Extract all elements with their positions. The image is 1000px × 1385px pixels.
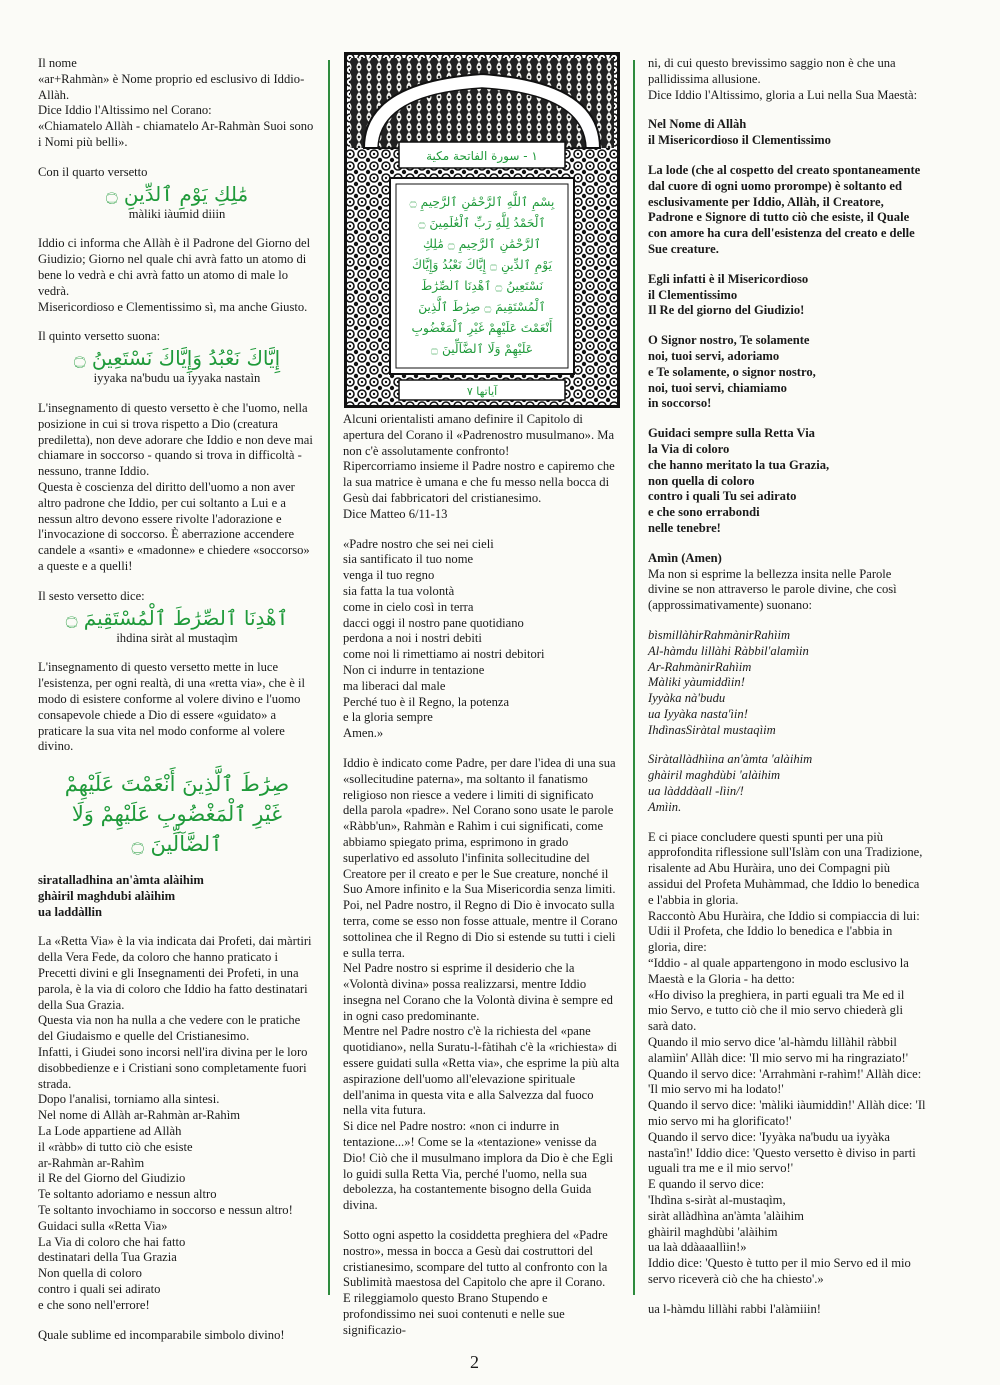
paragraph: Sotto ogni aspetto la cosiddetta preghiera del «Padre nostro», messa in bocca a Gesù dai costruttori del cristianesimo, scompare del tutto al confronto con la Sublimità maestosa del Capitolo che apre il Corano. E rileggiamolo questo Brano Stupendo e profondissimo nei suoi contenuti e nelle sue significazio- bbox=[343, 1228, 608, 1337]
manuscript-line: عَلَيْهِمْ وَلَا ٱلضَّآلِّينَ ۝ bbox=[430, 342, 534, 356]
arabic-verse-5: إِيَّاكَ نَعْبُدُ وَإِيَّاكَ نَسْتَعِينُ ۝ bbox=[73, 346, 281, 371]
transliteration: iyyaka na'budu ua iyyaka nastaìn bbox=[93, 371, 261, 386]
paragraph: E ci piace concludere questi spunti per una più approfondita riflessione sull'Islàm con una Tradizione, risalente ad Abu Huràira, uno dei Compagni più assidui del Profeta Muhàmmad, che Iddio lo benedica e l'abbia in gloria. Raccontò Abu Huràira, che Iddio si compiaccia di lui: Udii il Profeta, che Iddio lo benedica e l'abbia in gloria, dire: “Iddio - al quale appartengono in modo esclusivo la Maestà e la Gloria - ha detto: «Ho diviso la preghiera, in parti eguali tra Me ed il mio Servo, e tutto ciò che il mio servo chiederà gli sarà dato. Quando il mio servo dice 'al-hàmdu lillàhil ràbbil alamìin' Allàh dice: 'Il mio servo mi ha ringraziato!' Quando il servo dice: 'Arrahmàni r-rahìm!' Allàh dice: 'Il mio servo mi ha lodato!' Quando il servo dice: 'màliki iàumiddìn!' Allàh dice: 'Il mio servo mi ha glorificato!' Quando il servo dice: 'Iyyàka na'budu ua iyyàka nasta'ìn!' Iddio dice: 'Questo versetto è diviso in parti uguali tra me e il mio servo!' E quando il servo dice: 'Ihdìna s-siràt al-mustaqìm, siràt allàdhìna an'àmta 'alàihim ghàiril maghdùbi 'alàihim ua laà ddàaaallìin!» Iddio dice: 'Questo è tutto per il mio Servo ed il mio servo riceverà ciò che ha chiesto'.» bbox=[648, 829, 926, 1286]
bold-verse: Nel Nome di Allàh il Misericordioso il Clementissimo bbox=[648, 117, 831, 148]
bold-verse: Egli infatti è il Misericordioso il Clementissimo Il Re del giorno del Giudizio! bbox=[648, 271, 809, 318]
column-2 bbox=[343, 52, 621, 1353]
paragraph: ni, di cui questo brevissimo saggio non è che una pallidissima allusione. Dice Iddio l'Altissimo, gloria a Lui nella Sua Maestà: bbox=[648, 56, 918, 102]
manuscript-header: ١ - سورة الفاتحة مكية bbox=[426, 149, 538, 163]
paragraph: Ma non si esprime la bellezza insita nelle Parole divine se non attraverso le parole divine, che così (approssimativamente) suonano: bbox=[648, 566, 897, 613]
arabic-verse-7-line-1: صِرَٰطَ ٱلَّذِينَ أَنْعَمْتَ عَلَيْهِمْ bbox=[64, 772, 290, 797]
verse-intro: Il sesto versetto dice: bbox=[38, 588, 145, 603]
manuscript-line: ٱلرَّحْمَٰنِ ٱلرَّحِيمِ ۝ مَٰلِكِ bbox=[423, 237, 541, 251]
paragraph: L'insegnamento di questo versetto mette in luce l'esistenza, per ogni realtà, di una «retta via», che è il modo di esistere conforme al volere divino e l'uomo consapevole chiede a Dio di essere «guidato» a praticare la sua vita nel modo conforme al volere divino. bbox=[38, 660, 305, 754]
manuscript-line: ٱلْحَمْدُ لِلَّهِ رَبِّ ٱلْعَٰلَمِينَ ۝ bbox=[418, 216, 546, 230]
column-divider bbox=[633, 60, 635, 1295]
paragraph: Il nome «ar+Rahmàn» è Nome proprio ed esclusivo di Iddio-Allàh. Dice Iddio l'Altissimo nel Corano: «Chiamatelo Allàh - chiamatelo Ar-Rahmàn Suoi sono i Nomi più belli». bbox=[38, 56, 314, 149]
lords-prayer: «Padre nostro che sei nei cieli sia santificato il tuo nome venga il tuo regno sia fatta la tua volontà come in cielo così in terra dacci oggi il nostro pane quotidiano perdona a noi i nostri debiti come noi li rimettiamo ai nostri debitori Non ci indurre in tentazione ma liberaci dal male Perché tuo è il Regno, la potenza e la gloria sempre Amen.» bbox=[343, 536, 545, 741]
column-1 bbox=[38, 56, 316, 1357]
verse-intro: Il quinto versetto suona: bbox=[38, 329, 161, 344]
paragraph: Quale sublime ed incomparabile simbolo divino! bbox=[38, 1327, 285, 1342]
italic-transliteration: Siràtallàdhìina an'àmta 'alàihim ghàiril maghdùbi 'alàihim ua làdddàall -lìin/! Amìin. bbox=[648, 752, 813, 814]
italic-transliteration: bìsmillàhirRahmànirRahìim Al-hàmdu lillàhi Ràbbil'alamìin Ar-RahmànirRahìim Màliki yàumiddìin! Iyyàka nà'budu ua Iyyàka nasta'ìin! IhdìnasSiràtal mustaqìim bbox=[648, 627, 809, 737]
paragraph: ua l-hàmdu lillàhi rabbi l'alàmiiin! bbox=[648, 1301, 821, 1316]
page-number: 2 bbox=[470, 1352, 479, 1372]
verse-intro: Con il quarto versetto bbox=[38, 164, 148, 179]
column-divider bbox=[328, 60, 330, 1295]
quran-manuscript-image bbox=[344, 52, 620, 408]
column-3 bbox=[648, 56, 926, 1332]
bold-verse: O Signor nostro, Te solamente noi, tuoi servi, adoriamo e Te solamente, o signor nostro, noi, tuoi servi, chiamiamo in soccorso! bbox=[648, 333, 816, 411]
manuscript-line: بِسْمِ ٱللَّهِ ٱلرَّحْمَٰنِ ٱلرَّحِيمِ ۝ bbox=[409, 195, 555, 209]
paragraph: Iddio ci informa che Allàh è il Padrone del Giorno del Giudizio; Giorno nel quale chi avrà fatto un atomo di bene lo vedrà e chi avrà fatto un atomo di male lo vedrà. Misericordioso e Clementissimo sì, ma anche Giusto. bbox=[38, 236, 311, 314]
arabic-verse-6: ٱهْدِنَا ٱلصِّرَٰطَ ٱلْمُسْتَقِيمَ ۝ bbox=[65, 605, 289, 630]
paragraph: L'insegnamento di questo versetto è che l'uomo, nella posizione in cui si trova rispetto a Dio (creatura prediletta), non deve adorare che Iddio e non deve mai chiamare in soccorso - quando si trova in difficoltà - nessuno, tranne Iddio. Questa è coscienza del diritto dell'uomo a non aver altro padrone che Iddio, per cui soltanto a Lui e a nessun altro devono essere rivolte l'adorazione e l'invocazione di soccorso. È aberrazione accendere candele a «santi» e «madonne» e chiedere «soccorso» a queste e a quelli! bbox=[38, 400, 313, 573]
transliteration-bold: siratalladhina an'àmta alàihim ghàiril maghdubi alàihim ua laddàllin bbox=[38, 873, 204, 919]
manuscript-line: نَسْتَعِينُ ۝ ٱهْدِنَا ٱلصِّرَٰطَ bbox=[420, 279, 544, 293]
arabic-verse-7-line-2: غَيْرِ ٱلْمَغْضُوبِ عَلَيْهِمْ وَلَا ٱلضَّآلِّينَ ۝ bbox=[71, 802, 283, 857]
amin-heading: Amìn (Amen) bbox=[648, 550, 722, 565]
manuscript-line: أَنْعَمْتَ عَلَيْهِمْ غَيْرِ ٱلْمَغْضُوبِ bbox=[411, 321, 553, 335]
manuscript-line: يَوْمِ ٱلدِّينِ ۝ إِيَّاكَ نَعْبُدُ وَإِيَّاكَ bbox=[412, 258, 552, 272]
transliteration: màliki iàumid diiin bbox=[128, 206, 226, 221]
paragraph: Alcuni orientalisti amano definire il Capitolo di apertura del Corano il «Padrenostro musulmano». Ma non c'è assolutamente confronto! Ripercorriamo insieme il Padre nostro e capiremo che la sua matrice è umana e che fu messo nella bocca di Gesù dai fabbricatori del cristianesimo. Dice Matteo 6/11-13 bbox=[343, 412, 615, 521]
manuscript-line: ٱلْمُسْتَقِيمَ ۝ صِرَٰطَ ٱلَّذِينَ bbox=[418, 300, 546, 314]
arabic-verse-4: مَٰلِكِ يَوْمِ ٱلدِّينِ ۝ bbox=[105, 181, 249, 206]
bold-verse: La lode (che al cospetto del creato spontaneamente dal cuore di ogni uomo prorompe) è soltanto ed esclusivamente per Iddio, Allàh, il Creatore, Padrone e Signore di tutto ciò che esiste, il Quale con amore ha cura dell'esistenza del creato e delle Sue creature. bbox=[648, 162, 921, 256]
paragraph: Iddio è indicato come Padre, per dare l'idea di una sua «sollecitudine paterna», ma soltanto il fanatismo religioso non riesce a vedere i limiti di significato della parola «padre». Nel Corano sono usate le parole «Ràbb'un», Rahmàn e Rahìm i cui significati, come abbiamo spiegato prima, esprimono in grado superlativo ed assoluto l'infinita sollecitudine del Creatore per il creato e per le Sue creature, nonché il Suo Amore infinito e la Sua Misericordia senza limiti. Poi, nel Padre nostro, il Regno di Dio è invocato sulla terra, come se esso non fosse attuale, mentre il Corano sottolinea che il Regno di Dio si estende su tutti i cieli e sulla terra. Nel Padre nostro si esprime il desiderio che la «Volontà divina» possa realizzarsi, mentre Iddio insegna nel Corano che la Volontà divina è sempre ed in ogni caso predominante. Mentre nel Padre nostro c'è la richiesta del «pane quotidiano», nella Suratu-l-fàtihah c'è la «richiesta» di essere guidati sulla «Retta via», che esprime la più alta aspirazione dell'uomo all'elevazione spirituale dell'anima in questa vita e alla Salvezza dal fuoco nella vita futura. Si dice nel Padre nostro: «non ci indurre in tentazione...»! Come se la «tentazione» venisse da Dio! Ciò che il musulmano implora da Dio è che Egli lo guidi sulla Retta Via, perché l'uomo, nella sua debolezza, ha costantemente bisogno della Guida divina. bbox=[343, 755, 620, 1213]
paragraph: La «Retta Via» è la via indicata dai Profeti, dai màrtiri della Vera Fede, da coloro che hanno praticato i Precetti divini e gli Insegnamenti dei Profeti, in una parola, è la via di coloro che Iddio ha fatto destinatari della Sua Grazia. Questa via non ha nulla a che vedere con le pratiche del Giudaismo e quelle del Cristianesimo. Infatti, i Giudei sono incorsi nell'ira divina per le loro disobbedienze e i Cristiani sono completamente fuori strada. Dopo l'analisi, torniamo alla sintesi. Nel nome di Allàh ar-Rahmàn ar-Rahìm La Lode appartiene ad Allàh il «ràbb» di tutto ciò che esiste ar-Rahmàn ar-Rahìm il Re del Giorno del Giudizio Te soltanto adoriamo e nessun altro Te soltanto invochiamo in soccorso e nessun altro! Guidaci sulla «Retta Via» La Via di coloro che hai fatto destinatari della Tua Grazia Non quella di coloro contro i quali sei adirato e che sono nell'errore! bbox=[38, 934, 312, 1312]
transliteration: ihdina siràt al mustaqìm bbox=[116, 630, 238, 645]
bold-verse: Guidaci sempre sulla Retta Via la Via di coloro che hanno meritato la tua Grazia, non quella di coloro contro i quali Tu sei adirato e che sono errabondi nelle tenebre! bbox=[648, 426, 830, 535]
manuscript-footer: آياتها ٧ bbox=[466, 385, 498, 398]
